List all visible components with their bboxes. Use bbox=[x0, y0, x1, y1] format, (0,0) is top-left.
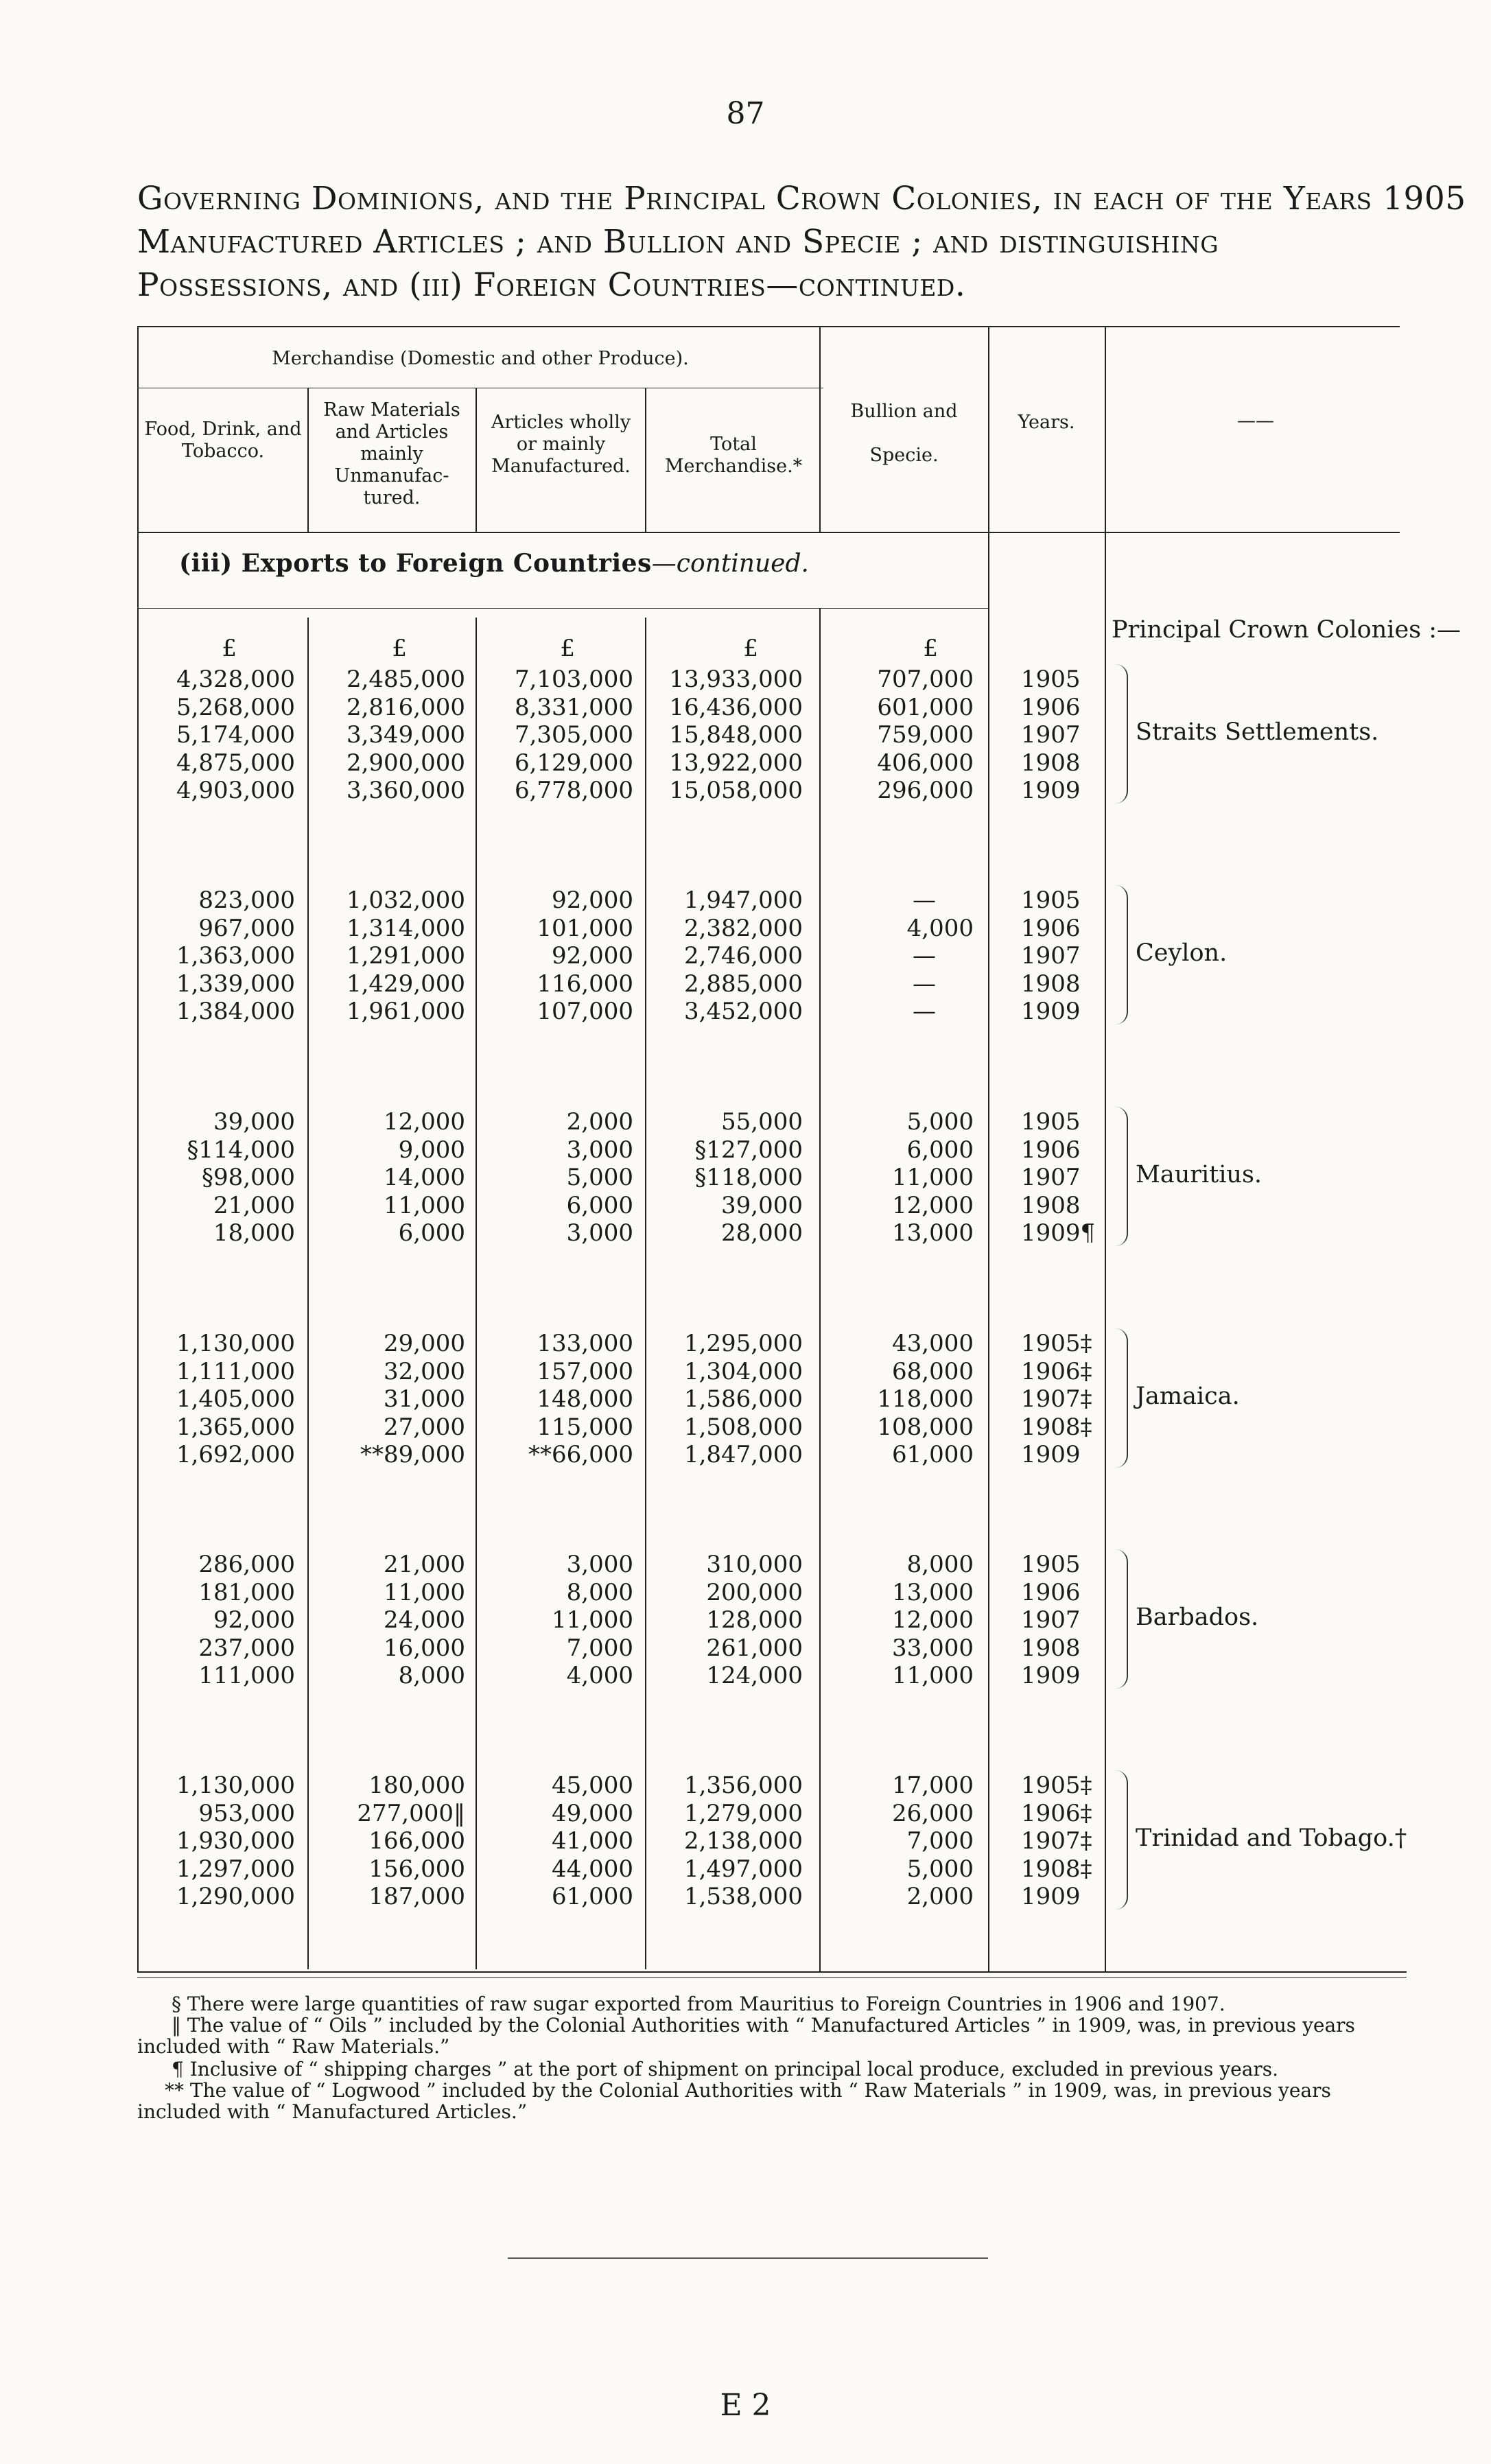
cell-bullion: 7,000 bbox=[906, 1827, 974, 1855]
cell-raw: 1,961,000 bbox=[346, 998, 465, 1025]
cell-year: 1906 bbox=[1021, 693, 1081, 721]
cell-food: 4,875,000 bbox=[176, 749, 295, 777]
cell-raw: 32,000 bbox=[384, 1357, 465, 1385]
currency-bullion: £ bbox=[923, 635, 938, 662]
cell-articles: 107,000 bbox=[537, 998, 633, 1025]
cell-raw: 11,000 bbox=[384, 1578, 465, 1606]
cell-raw: 187,000 bbox=[368, 1883, 465, 1910]
cell-year: 1905 bbox=[1021, 1108, 1081, 1136]
brace-group bbox=[1106, 1770, 1128, 1910]
cell-food: 4,328,000 bbox=[176, 666, 295, 693]
footnote-double-star: ** The value of “ Logwood ” included by the Colonial Authorities with “ Raw Materials ” in 1909, was, in previous years included with “ Manufactured Articles.” bbox=[137, 2079, 1331, 2123]
cell-bullion: 406,000 bbox=[877, 749, 974, 777]
cell-food: 1,290,000 bbox=[176, 1883, 295, 1910]
cell-food: 1,363,000 bbox=[176, 942, 295, 970]
cell-food: 111,000 bbox=[198, 1662, 295, 1689]
footnote-section: § There were large quantities of raw sugar exported from Mauritius to Foreign Countries in 1906 and 1907. bbox=[172, 1993, 1225, 2015]
subheading-rule bbox=[137, 608, 988, 609]
cell-year: 1908 bbox=[1021, 1191, 1081, 1219]
cell-articles: 116,000 bbox=[537, 970, 633, 998]
cell-year: 1906‡ bbox=[1021, 1357, 1092, 1385]
cell-articles: 41,000 bbox=[552, 1827, 633, 1855]
cell-articles: 7,000 bbox=[566, 1634, 633, 1662]
cell-food: 237,000 bbox=[198, 1634, 295, 1662]
cell-articles: 61,000 bbox=[552, 1883, 633, 1910]
header-dash: —— bbox=[1237, 410, 1274, 432]
cell-raw: 11,000 bbox=[384, 1191, 465, 1219]
cell-bullion: 108,000 bbox=[877, 1413, 974, 1441]
cell-bullion: 601,000 bbox=[877, 693, 974, 721]
cell-total: 124,000 bbox=[706, 1662, 803, 1689]
cell-bullion: — bbox=[913, 998, 936, 1025]
cell-total: 1,847,000 bbox=[683, 1441, 803, 1468]
currency-total: £ bbox=[743, 635, 758, 662]
cell-year: 1905‡ bbox=[1021, 1772, 1092, 1799]
cell-food: 181,000 bbox=[198, 1578, 295, 1606]
cell-articles: 92,000 bbox=[552, 942, 633, 970]
cell-articles: 7,103,000 bbox=[514, 666, 633, 693]
cell-bullion: — bbox=[913, 942, 936, 970]
subheading-main: (iii) Exports to Foreign Countries bbox=[179, 549, 652, 578]
cell-year: 1907 bbox=[1021, 1606, 1081, 1634]
cell-bullion: 11,000 bbox=[892, 1662, 974, 1689]
group-heading-crown-colonies: Principal Crown Colonies :— bbox=[1112, 616, 1461, 644]
cell-raw: 1,429,000 bbox=[346, 970, 465, 998]
cell-total: 1,356,000 bbox=[683, 1772, 803, 1799]
col-rule-raw-body bbox=[476, 618, 477, 1969]
currency-raw: £ bbox=[392, 635, 407, 662]
cell-year: 1905 bbox=[1021, 666, 1081, 693]
cell-bullion: 296,000 bbox=[877, 777, 974, 804]
col-rule-raw bbox=[476, 388, 477, 532]
cell-bullion: 17,000 bbox=[892, 1772, 974, 1799]
cell-food: 1,339,000 bbox=[176, 970, 295, 998]
cell-food: 967,000 bbox=[198, 914, 295, 942]
cell-food: 1,692,000 bbox=[176, 1441, 295, 1468]
cell-raw: 12,000 bbox=[384, 1108, 465, 1136]
cell-year: 1906 bbox=[1021, 1136, 1081, 1164]
cell-bullion: 61,000 bbox=[892, 1441, 974, 1468]
cell-articles: 148,000 bbox=[537, 1385, 633, 1413]
cell-raw: 3,349,000 bbox=[346, 721, 465, 749]
cell-food: 1,111,000 bbox=[176, 1357, 295, 1385]
cell-total: 1,586,000 bbox=[683, 1385, 803, 1413]
cell-articles: 8,331,000 bbox=[514, 693, 633, 721]
cell-food: §98,000 bbox=[202, 1164, 295, 1191]
title-line-3: Possessions, and (iii) Foreign Countries—continued. bbox=[137, 266, 966, 304]
cell-articles: 11,000 bbox=[552, 1606, 633, 1634]
cell-food: 18,000 bbox=[213, 1219, 295, 1247]
cell-food: 823,000 bbox=[198, 887, 295, 914]
cell-articles: 133,000 bbox=[537, 1330, 633, 1357]
cell-raw: 1,314,000 bbox=[346, 914, 465, 942]
cell-raw: 14,000 bbox=[384, 1164, 465, 1191]
cell-year: 1909 bbox=[1021, 1662, 1081, 1689]
col-rule-total-body bbox=[819, 608, 821, 1971]
cell-food: 1,405,000 bbox=[176, 1385, 295, 1413]
cell-raw: 1,291,000 bbox=[346, 942, 465, 970]
cell-raw: 1,032,000 bbox=[346, 887, 465, 914]
cell-raw: 16,000 bbox=[384, 1634, 465, 1662]
cell-articles: 7,305,000 bbox=[514, 721, 633, 749]
cell-bullion: 8,000 bbox=[906, 1551, 974, 1578]
cell-articles: **66,000 bbox=[528, 1441, 633, 1468]
cell-raw: 29,000 bbox=[384, 1330, 465, 1357]
cell-total: 3,452,000 bbox=[683, 998, 803, 1025]
cell-year: 1909 bbox=[1021, 1883, 1081, 1910]
cell-year: 1907‡ bbox=[1021, 1385, 1092, 1413]
cell-raw: 2,816,000 bbox=[346, 693, 465, 721]
cell-food: 21,000 bbox=[213, 1191, 295, 1219]
cell-raw: 2,485,000 bbox=[346, 666, 465, 693]
cell-food: 1,130,000 bbox=[176, 1330, 295, 1357]
cell-articles: 3,000 bbox=[566, 1219, 633, 1247]
col-rule-food bbox=[307, 388, 309, 532]
cell-year: 1905 bbox=[1021, 1551, 1081, 1578]
cell-articles: 49,000 bbox=[552, 1799, 633, 1827]
cell-total: 2,746,000 bbox=[683, 942, 803, 970]
cell-total: 200,000 bbox=[706, 1578, 803, 1606]
cell-total: 1,947,000 bbox=[683, 887, 803, 914]
cell-raw: 6,000 bbox=[398, 1219, 465, 1247]
cell-bullion: 26,000 bbox=[892, 1799, 974, 1827]
cell-year: 1906 bbox=[1021, 914, 1081, 942]
cell-bullion: 5,000 bbox=[906, 1855, 974, 1883]
colony-name: Ceylon. bbox=[1136, 939, 1228, 967]
cell-food: 1,130,000 bbox=[176, 1772, 295, 1799]
cell-total: 261,000 bbox=[706, 1634, 803, 1662]
page-number: 87 bbox=[726, 96, 765, 131]
cell-year: 1909 bbox=[1021, 1441, 1081, 1468]
cell-bullion: 43,000 bbox=[892, 1330, 974, 1357]
cell-raw: 166,000 bbox=[368, 1827, 465, 1855]
header-bullion: Bullion and Specie. bbox=[850, 401, 958, 466]
cell-articles: 45,000 bbox=[552, 1772, 633, 1799]
cell-raw: 21,000 bbox=[384, 1551, 465, 1578]
cell-total: 1,508,000 bbox=[683, 1413, 803, 1441]
table-top-rule bbox=[137, 326, 1400, 327]
cell-year: 1908 bbox=[1021, 1634, 1081, 1662]
cell-bullion: — bbox=[913, 970, 936, 998]
cell-articles: 3,000 bbox=[566, 1551, 633, 1578]
cell-year: 1909¶ bbox=[1021, 1219, 1096, 1247]
cell-articles: 6,778,000 bbox=[514, 777, 633, 804]
cell-total: 2,885,000 bbox=[683, 970, 803, 998]
cell-total: 15,848,000 bbox=[669, 721, 803, 749]
cell-bullion: 11,000 bbox=[892, 1164, 974, 1191]
cell-raw: 2,900,000 bbox=[346, 749, 465, 777]
cell-year: 1908‡ bbox=[1021, 1855, 1092, 1883]
cell-raw: 3,360,000 bbox=[346, 777, 465, 804]
cell-raw: 31,000 bbox=[384, 1385, 465, 1413]
cell-bullion: 707,000 bbox=[877, 666, 974, 693]
footnote-pilcrow: ¶ Inclusive of “ shipping charges ” at the port of shipment on principal local produce, excluded in previous years. bbox=[172, 2058, 1279, 2080]
cell-total: 39,000 bbox=[721, 1191, 803, 1219]
cell-total: 1,279,000 bbox=[683, 1799, 803, 1827]
cell-total: 55,000 bbox=[721, 1108, 803, 1136]
cell-bullion: — bbox=[913, 887, 936, 914]
cell-year: 1906 bbox=[1021, 1578, 1081, 1606]
cell-total: 1,538,000 bbox=[683, 1883, 803, 1910]
cell-year: 1908 bbox=[1021, 749, 1081, 777]
colony-name: Jamaica. bbox=[1136, 1383, 1240, 1410]
cell-total: 2,138,000 bbox=[683, 1827, 803, 1855]
cell-raw: 27,000 bbox=[384, 1413, 465, 1441]
cell-bullion: 13,000 bbox=[892, 1219, 974, 1247]
header-raw: Raw Materials and Articles mainly Unmanufac-tured. bbox=[323, 399, 460, 508]
cell-bullion: 12,000 bbox=[892, 1191, 974, 1219]
cell-articles: 115,000 bbox=[537, 1413, 633, 1441]
cell-total: §127,000 bbox=[694, 1136, 803, 1164]
cell-total: 1,304,000 bbox=[683, 1357, 803, 1385]
cell-articles: 3,000 bbox=[566, 1136, 633, 1164]
title-line-1: Governing Dominions, and the Principal Crown Colonies, in each of the Years 1905 bbox=[137, 180, 1466, 218]
cell-articles: 157,000 bbox=[537, 1357, 633, 1385]
cell-food: 4,903,000 bbox=[176, 777, 295, 804]
cell-bullion: 6,000 bbox=[906, 1136, 974, 1164]
table-bottom-rule bbox=[137, 1971, 1407, 1973]
cell-total: 1,497,000 bbox=[683, 1855, 803, 1883]
brace-group bbox=[1106, 1549, 1128, 1689]
cell-raw: 9,000 bbox=[398, 1136, 465, 1164]
cell-bullion: 118,000 bbox=[877, 1385, 974, 1413]
colony-name: Mauritius. bbox=[1136, 1161, 1263, 1188]
header-bottom-rule bbox=[137, 532, 1400, 533]
cell-articles: 101,000 bbox=[537, 914, 633, 942]
cell-food: 1,365,000 bbox=[176, 1413, 295, 1441]
cell-total: 13,922,000 bbox=[669, 749, 803, 777]
header-merchandise: Merchandise (Domestic and other Produce). bbox=[272, 348, 689, 369]
title-line-2: Manufactured Articles ; and Bullion and Specie ; and distinguishing bbox=[137, 223, 1219, 261]
cell-total: 128,000 bbox=[706, 1606, 803, 1634]
table-bottom-rule-2 bbox=[137, 1977, 1407, 1978]
cell-year: 1907 bbox=[1021, 721, 1081, 749]
cell-bullion: 12,000 bbox=[892, 1606, 974, 1634]
cell-bullion: 5,000 bbox=[906, 1108, 974, 1136]
cell-bullion: 68,000 bbox=[892, 1357, 974, 1385]
subheading-continued: —continued. bbox=[651, 550, 809, 578]
signature-mark: E 2 bbox=[720, 2388, 771, 2423]
cell-year: 1907 bbox=[1021, 942, 1081, 970]
cell-food: 1,297,000 bbox=[176, 1855, 295, 1883]
colony-name: Trinidad and Tobago.† bbox=[1136, 1824, 1407, 1852]
currency-food: £ bbox=[222, 635, 237, 662]
cell-total: 13,933,000 bbox=[669, 666, 803, 693]
currency-articles: £ bbox=[560, 635, 575, 662]
cell-articles: 44,000 bbox=[552, 1855, 633, 1883]
cell-food: 1,384,000 bbox=[176, 998, 295, 1025]
cell-articles: 2,000 bbox=[566, 1108, 633, 1136]
cell-food: 5,268,000 bbox=[176, 693, 295, 721]
cell-raw: 156,000 bbox=[368, 1855, 465, 1883]
cell-food: 286,000 bbox=[198, 1551, 295, 1578]
cell-food: 953,000 bbox=[198, 1799, 295, 1827]
cell-year: 1905‡ bbox=[1021, 1330, 1092, 1357]
cell-food: §114,000 bbox=[187, 1136, 295, 1164]
cell-year: 1906‡ bbox=[1021, 1799, 1092, 1827]
header-articles: Articles wholly or mainly Manufactured. bbox=[491, 412, 631, 477]
cell-articles: 6,129,000 bbox=[514, 749, 633, 777]
cell-articles: 4,000 bbox=[566, 1662, 633, 1689]
col-rule-bullion bbox=[988, 326, 989, 1973]
col-rule-articles-body bbox=[645, 618, 646, 1969]
cell-total: 28,000 bbox=[721, 1219, 803, 1247]
cell-bullion: 4,000 bbox=[906, 914, 974, 942]
cell-year: 1905 bbox=[1021, 887, 1081, 914]
cell-articles: 5,000 bbox=[566, 1164, 633, 1191]
cell-food: 1,930,000 bbox=[176, 1827, 295, 1855]
cell-food: 39,000 bbox=[213, 1108, 295, 1136]
cell-year: 1908‡ bbox=[1021, 1413, 1092, 1441]
cell-raw: 180,000 bbox=[368, 1772, 465, 1799]
colony-name: Barbados. bbox=[1136, 1604, 1259, 1631]
cell-year: 1907 bbox=[1021, 1164, 1081, 1191]
cell-raw: 24,000 bbox=[384, 1606, 465, 1634]
subheading bbox=[0, 549, 988, 578]
cell-food: 92,000 bbox=[213, 1606, 295, 1634]
closing-rule bbox=[508, 2257, 988, 2259]
cell-raw: **89,000 bbox=[360, 1441, 465, 1468]
cell-bullion: 759,000 bbox=[877, 721, 974, 749]
brace-group bbox=[1106, 885, 1128, 1024]
col-rule-food-body bbox=[307, 618, 309, 1969]
cell-total: 1,295,000 bbox=[683, 1330, 803, 1357]
cell-total: 15,058,000 bbox=[669, 777, 803, 804]
cell-year: 1909 bbox=[1021, 777, 1081, 804]
cell-raw: 8,000 bbox=[398, 1662, 465, 1689]
cell-total: 310,000 bbox=[706, 1551, 803, 1578]
brace-group bbox=[1106, 1328, 1128, 1468]
cell-total: 2,382,000 bbox=[683, 914, 803, 942]
footnote-parallel: ‖ The value of “ Oils ” included by the Colonial Authorities with “ Manufactured Articles ” in 1909, was, in previous years included with “ Raw Materials.” bbox=[137, 2014, 1355, 2058]
header-years: Years. bbox=[1018, 412, 1075, 433]
brace-group bbox=[1106, 1107, 1128, 1246]
cell-raw: 277,000‖ bbox=[357, 1799, 465, 1827]
cell-total: 16,436,000 bbox=[669, 693, 803, 721]
cell-articles: 8,000 bbox=[566, 1578, 633, 1606]
cell-food: 5,174,000 bbox=[176, 721, 295, 749]
cell-articles: 92,000 bbox=[552, 887, 633, 914]
cell-bullion: 2,000 bbox=[906, 1883, 974, 1910]
cell-year: 1909 bbox=[1021, 998, 1081, 1025]
cell-year: 1907‡ bbox=[1021, 1827, 1092, 1855]
cell-bullion: 33,000 bbox=[892, 1634, 974, 1662]
cell-articles: 6,000 bbox=[566, 1191, 633, 1219]
cell-total: §118,000 bbox=[694, 1164, 803, 1191]
colony-name: Straits Settlements. bbox=[1136, 718, 1379, 746]
header-total: Total Merchandise.* bbox=[664, 434, 803, 477]
brace-group bbox=[1106, 664, 1128, 803]
cell-year: 1908 bbox=[1021, 970, 1081, 998]
header-food: Food, Drink, and Tobacco. bbox=[144, 419, 302, 462]
col-rule-articles bbox=[645, 388, 646, 532]
cell-bullion: 13,000 bbox=[892, 1578, 974, 1606]
